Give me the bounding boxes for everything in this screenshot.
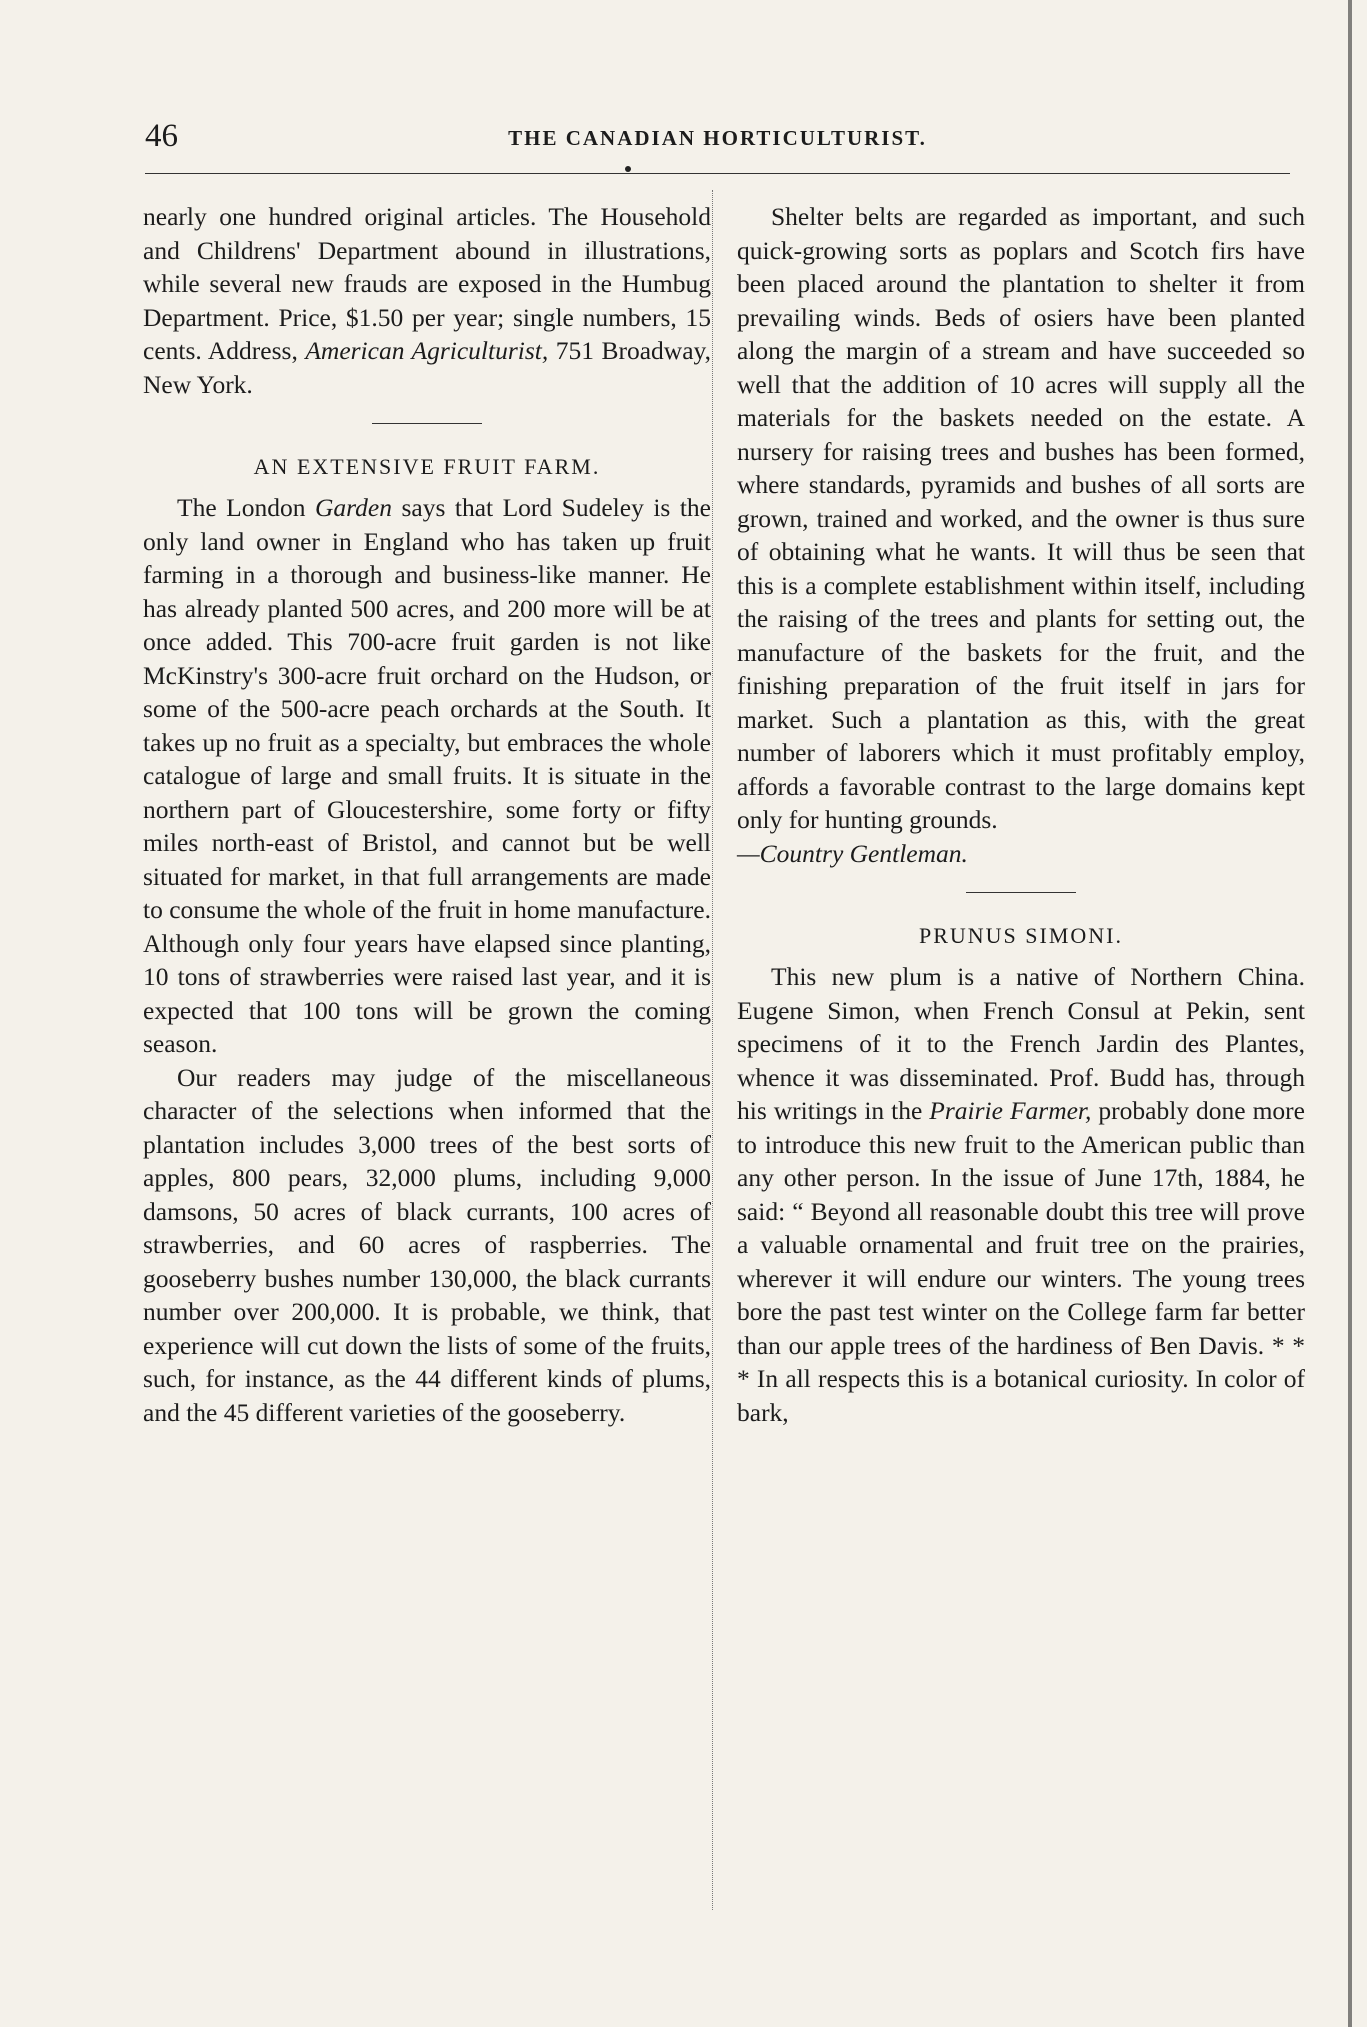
section-separator (372, 423, 482, 424)
intro-text: nearly one hundred original articles. The Household and Childrens' Department abound in illustrations, while several new frauds are exposed in the Humbug Department. Price, $1.50 per year; single numbers, 15 cents. Address, (143, 202, 711, 365)
intro-publication: American Agriculturist, (305, 336, 549, 365)
prunus-paragraph (737, 960, 1305, 1429)
p1-publication: Garden (314, 493, 392, 522)
section-separator (966, 892, 1076, 893)
p2-rest: probably done more to introduce this new fruit to the American public than any other person. In the issue of June 17th, 1884, he said: “ Beyond all reasonable doubt this tree will prove a valuable ornamental and fruit tree on the prairies, wherever it will endure our winters. The young trees bore the past test winter on the College farm far better than our apple trees of the hardiness of Ben Davis. * * * In all respects this is a botanical curiosity. In color of bark, (737, 1096, 1305, 1427)
shelter-paragraph: Shelter belts are regarded as important, and such quick-growing sorts as poplars and Scotch firs have been placed around the plantation to shelter it from prevailing winds. Beds of osiers have been planted along the margin of a stream and have succeeded so well that the addition of 10 acres will supply all the materials for the baskets needed on the estate. A nursery for raising trees and bushes has been formed, where standards, pyramids and bushes of all sorts are grown, trained and worked, and the owner is thus sure of obtaining what he wants. It will thus be seen that this is a complete establishment within itself, including the raising of the trees and plants for setting out, the manufacture of the baskets for the fruit, and the finishing preparation of the fruit itself in jars for market. Such a plantation as this, with the great number of laborers which it must profitably employ, affords a favorable contrast to the large domains kept only for hunting grounds. (737, 202, 1305, 834)
right-column (737, 200, 1305, 1429)
source-attribution (737, 837, 1305, 871)
fruit-farm-paragraph-1 (143, 491, 711, 1061)
source-name: —Country Gentleman. (737, 838, 968, 868)
section-title-prunus-simoni: PRUNUS SIMONI. (918, 923, 1124, 948)
page-number: 46 (145, 118, 178, 154)
column-divider (712, 190, 713, 1910)
p1-rest: says that Lord Sudeley is the only land owner in England who has taken up fruit farming in a thorough and business-like manner. He has already planted 500 acres, and 200 more will be at once added. This 700-acre fruit garden is not like McKinstry's 300-acre fruit orchard on the Hudson, or some of the 500-acre peach orchards at the South. It takes up no fruit as a specialty, but embraces the whole catalogue of large and small fruits. It is situate in the northern part of Gloucestershire, some forty or fifty miles north-east of Bristol, and cannot but be well situated for market, in that full arrangements are made to consume the whole of the fruit in home manufacture. Although only four years have elapsed since planting, 10 tons of strawberries were raised last year, and it is expected that 100 tons will be grown the coming season. (143, 493, 711, 1058)
page-header (145, 118, 1290, 158)
intro-paragraph (143, 200, 711, 401)
header-ornament (625, 166, 631, 172)
header-rule (145, 173, 1290, 174)
p1-start: The London (177, 493, 315, 522)
left-column (143, 200, 711, 1429)
page-edge (1348, 0, 1352, 2027)
p2-start: This new plum is a native of Northern China. Eugene Simon, when French Consul at Pekin, sent specimens of it to the French Jardin des Plantes, whence it was disseminated. Prof. Budd has, through his writings in the (737, 962, 1305, 1125)
section-title-fruit-farm: AN EXTENSIVE FRUIT FARM. (253, 454, 601, 479)
intro-address: 751 Broadway, New York. (143, 336, 712, 399)
fruit-farm-paragraph-2: Our readers may judge of the miscellaneous character of the selections when informed that the plantation includes 3,000 trees of the best sorts of apples, 800 pears, 32,000 plums, including 9,000 damsons, 50 acres of black currants, 100 acres of strawberries, and 60 acres of raspberries. The gooseberry bushes number 130,000, the black currants number over 200,000. It is probable, we think, that experience will cut down the lists of some of the fruits, such, for instance, as the 44 different kinds of plums, and the 45 different varieties of the gooseberry. (143, 1062, 711, 1427)
running-title: THE CANADIAN HORTICULTURIST. (508, 126, 927, 150)
p2-publication: Prairie Farmer, (929, 1096, 1092, 1125)
